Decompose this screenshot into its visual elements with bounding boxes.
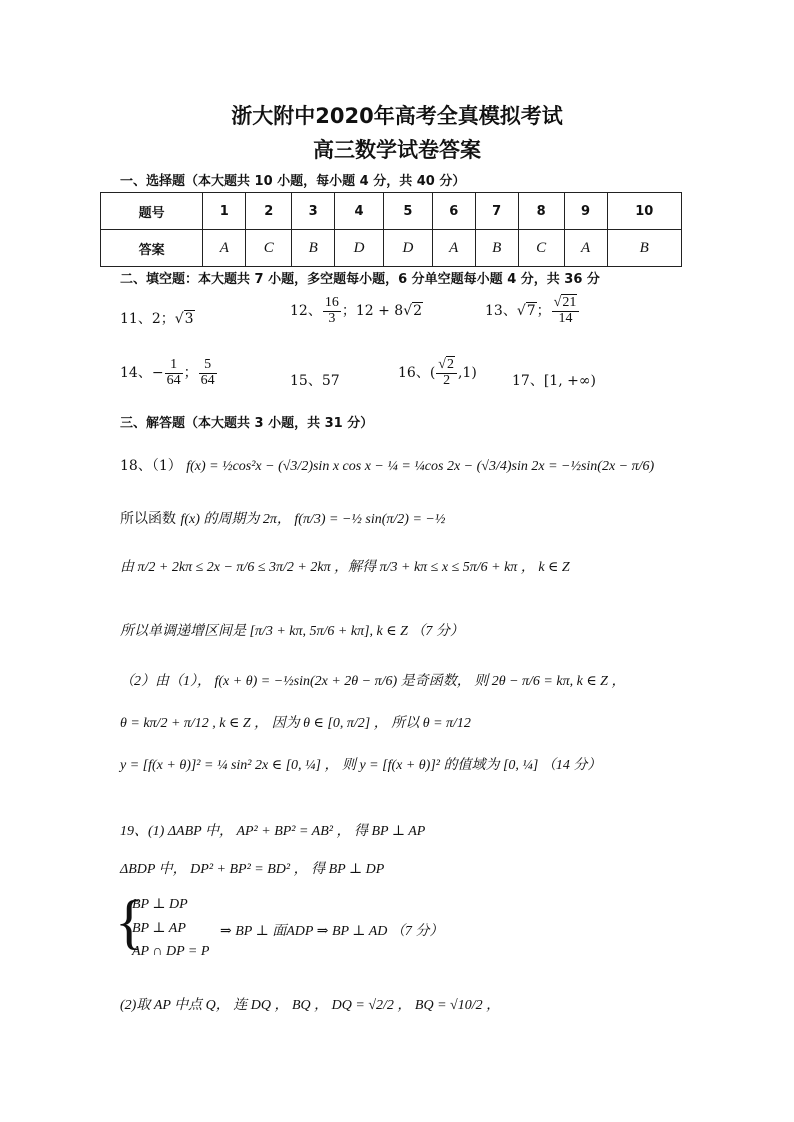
answer-13: 13、√7； $\frac{√21}{14}$: [485, 296, 580, 326]
table-cell: B: [607, 230, 681, 267]
table-cell: 7: [475, 193, 518, 230]
table-cell: 4: [335, 193, 384, 230]
section1-heading: 一、选择题（本大题共 10 小题，每小题 4 分，共 40 分）: [120, 174, 466, 189]
table-cell: C: [518, 230, 564, 267]
answer-11: 11、2；√3: [120, 311, 194, 327]
q18-line-3: 由 π/2 + 2kπ ≤ 2x − π/6 ≤ 3π/2 + 2kπ ，解得 π/3 + kπ ≤ x ≤ 5π/6 + kπ ， k ∈ Z: [120, 560, 570, 575]
q18-line-1: 18、（1） f(x) = ½cos²x − (√3/2)sin x cos x − ¼ = ¼cos 2x − (√3/4)sin 2x = −½sin(2x − π/6): [120, 458, 655, 474]
q18-line-5: （2）由（1）， f(x + θ) = −½sin(2x + 2θ − π/6) 是奇函数， 则 2θ − π/6 = kπ, k ∈ Z ，: [120, 674, 626, 689]
table-cell: 1: [203, 193, 246, 230]
table-row-numbers: [101, 193, 682, 230]
table-label-num: 题号: [101, 193, 203, 230]
table-cell: A: [564, 230, 607, 267]
table-cell: 9: [564, 193, 607, 230]
table-cell: 2: [246, 193, 292, 230]
table-cell: A: [203, 230, 246, 267]
q18-line-7: y = [f(x + θ)]² = ¼ sin² 2x ∈ [0, ¼] ， 则 y = [f(x + θ)]² 的值域为 [0, ¼] （14 分）: [120, 758, 602, 773]
table-cell: C: [246, 230, 292, 267]
answer-15: 15、57: [290, 373, 340, 389]
system-line-1: BP ⊥ DP: [132, 897, 188, 912]
page-subtitle: 高三数学试卷答案: [313, 138, 481, 162]
answer-16: 16、( $\frac{√2}{2}$ ,1): [398, 357, 477, 388]
answer-12: 12、 $\frac{16}{3}$ ；12 + 8√2: [290, 295, 423, 326]
section3-heading: 三、解答题（本大题共 3 小题，共 31 分）: [120, 416, 374, 431]
answer-17: 17、[1, +∞): [512, 373, 596, 389]
system-brace: {: [115, 889, 144, 955]
table-cell: 8: [518, 193, 564, 230]
q19-line-2: ΔBDP 中， DP² + BP² = BD² ， 得 BP ⊥ DP: [120, 862, 385, 877]
table-cell: 5: [383, 193, 432, 230]
answer-table: [100, 192, 682, 267]
table-label-ans: 答案: [101, 230, 203, 267]
section2-heading: 二、填空题：本大题共 7 小题，多空题每小题，6 分单空题每小题 4 分，共 36 分: [120, 272, 600, 287]
system-line-2: BP ⊥ AP: [132, 921, 186, 936]
answer-14: 14、− $\frac{1}{64}$ ； $\frac{5}{64}$: [120, 357, 215, 388]
table-cell: D: [383, 230, 432, 267]
q19-line-1: 19、(1) ΔABP 中， AP² + BP² = AB² ， 得 BP ⊥ AP: [120, 824, 426, 839]
page-title: 浙大附中2020年高考全真模拟考试: [231, 104, 563, 128]
q18-line-4: 所以单调递增区间是 [π/3 + kπ, 5π/6 + kπ], k ∈ Z （7 分）: [120, 624, 464, 639]
q18-line-2: 所以函数 f(x) 的周期为 2π， f(π/3) = −½ sin(π/2) = −½: [120, 511, 446, 527]
system-line-3: AP ∩ DP = P: [132, 944, 210, 959]
table-row-answers: [101, 230, 682, 267]
table-cell: D: [335, 230, 384, 267]
q19-line-3: (2)取 AP 中点 Q， 连 DQ ， BQ ， DQ = √2/2 ， BQ = √10/2 ，: [120, 998, 501, 1013]
table-cell: B: [292, 230, 335, 267]
table-cell: B: [475, 230, 518, 267]
table-cell: 10: [607, 193, 681, 230]
table-cell: 3: [292, 193, 335, 230]
table-cell: 6: [432, 193, 475, 230]
table-cell: A: [432, 230, 475, 267]
q18-line-6: θ = kπ/2 + π/12 , k ∈ Z ， 因为 θ ∈ [0, π/2] ， 所以 θ = π/12: [120, 716, 471, 731]
system-result: ⇒ BP ⊥ 面ADP ⇒ BP ⊥ AD （7 分）: [220, 924, 444, 939]
